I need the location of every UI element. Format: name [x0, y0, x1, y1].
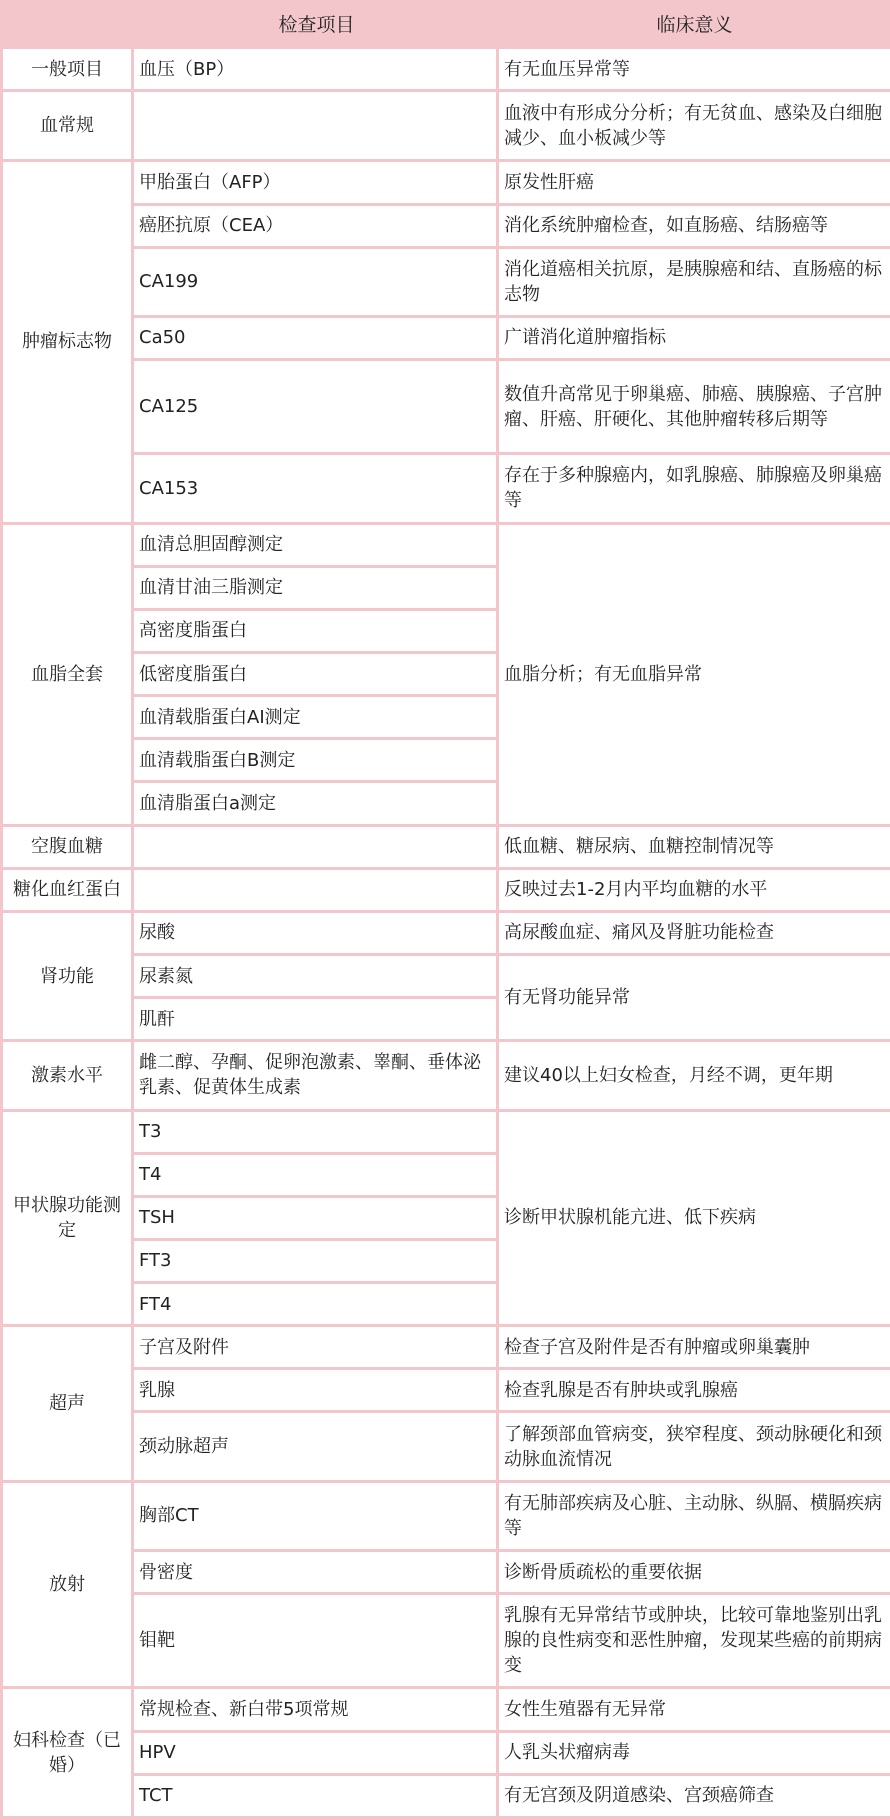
table-row [0, 1689, 890, 1732]
table-row [0, 455, 890, 524]
item-cell: TCT [134, 1776, 499, 1819]
table-row [0, 1327, 890, 1370]
meaning-cell: 原发性肝癌 [499, 162, 890, 205]
item-cell [134, 92, 499, 162]
meaning-cell: 消化系统肿瘤检查，如直肠癌、结肠癌等 [499, 206, 890, 249]
meaning-cell: 有无肺部疾病及心脏、主动脉、纵膈、横膈疾病等 [499, 1483, 890, 1552]
item-cell: CA199 [134, 249, 499, 318]
header-meaning: 临床意义 [499, 0, 890, 49]
item-cell: TSH [134, 1198, 499, 1241]
item-cell: 血清总胆固醇测定 [134, 525, 499, 568]
category-cell: 空腹血糖 [0, 827, 134, 870]
category-cell: 肾功能 [0, 913, 134, 1042]
meaning-cell: 高尿酸血症、痛风及肾脏功能检查 [499, 913, 890, 956]
meaning-cell: 了解颈部血管病变，狭窄程度、颈动脉硬化和颈动脉血流情况 [499, 1413, 890, 1482]
item-cell: 尿素氮 [134, 956, 499, 999]
table-row [0, 318, 890, 361]
meaning-cell: 乳腺有无异常结节或肿块，比较可靠地鉴别出乳腺的良性病变和恶性肿瘤，发现某些癌的前期病变 [499, 1595, 890, 1689]
table-row [0, 525, 890, 568]
table-row [0, 92, 890, 162]
item-cell: HPV [134, 1733, 499, 1776]
item-cell [134, 827, 499, 870]
table-row [0, 870, 890, 913]
table-row [0, 956, 890, 999]
meaning-cell: 有无宫颈及阴道感染、宫颈癌筛查 [499, 1776, 890, 1819]
meaning-cell: 有无肾功能异常 [499, 956, 890, 1042]
item-cell: 癌胚抗原（CEA） [134, 206, 499, 249]
table-row [0, 913, 890, 956]
table-row [0, 1413, 890, 1482]
item-cell: 颈动脉超声 [134, 1413, 499, 1482]
category-cell: 肿瘤标志物 [0, 162, 134, 524]
item-cell: 雌二醇、孕酮、促卵泡激素、睾酮、垂体泌乳素、促黄体生成素 [134, 1042, 499, 1111]
item-cell: 乳腺 [134, 1370, 499, 1413]
meaning-cell: 广谱消化道肿瘤指标 [499, 318, 890, 361]
item-cell: 低密度脂蛋白 [134, 654, 499, 697]
category-cell: 血脂全套 [0, 525, 134, 827]
meaning-cell: 数值升高常见于卵巢癌、肺癌、胰腺癌、子宫肿瘤、肝癌、肝硬化、其他肿瘤转移后期等 [499, 361, 890, 455]
item-cell: T3 [134, 1112, 499, 1155]
meaning-cell: 有无血压异常等 [499, 49, 890, 92]
meaning-cell: 女性生殖器有无异常 [499, 1689, 890, 1732]
item-cell: 血清载脂蛋白AI测定 [134, 697, 499, 740]
table-row [0, 1733, 890, 1776]
category-cell: 一般项目 [0, 49, 134, 92]
meaning-cell: 血液中有形成分分析；有无贫血、感染及白细胞减少、血小板减少等 [499, 92, 890, 162]
item-cell: CA153 [134, 455, 499, 524]
category-cell: 妇科检查（已婚） [0, 1689, 134, 1819]
item-cell: FT4 [134, 1284, 499, 1327]
table-row [0, 206, 890, 249]
item-cell: 血清甘油三脂测定 [134, 568, 499, 611]
meaning-cell: 血脂分析；有无血脂异常 [499, 525, 890, 827]
table-row [0, 162, 890, 205]
header-item: 检查项目 [134, 0, 499, 49]
item-cell: 甲胎蛋白（AFP） [134, 162, 499, 205]
category-cell: 糖化血红蛋白 [0, 870, 134, 913]
item-cell: 常规检查、新白带5项常规 [134, 1689, 499, 1732]
item-cell: 骨密度 [134, 1552, 499, 1595]
item-cell [134, 870, 499, 913]
meaning-cell: 低血糖、糖尿病、血糖控制情况等 [499, 827, 890, 870]
item-cell: CA125 [134, 361, 499, 455]
category-cell: 放射 [0, 1483, 134, 1690]
category-cell: 甲状腺功能测定 [0, 1112, 134, 1328]
meaning-cell: 反映过去1-2月内平均血糖的水平 [499, 870, 890, 913]
table-row [0, 1370, 890, 1413]
meaning-cell: 诊断骨质疏松的重要依据 [499, 1552, 890, 1595]
meaning-cell: 检查子宫及附件是否有肿瘤或卵巢囊肿 [499, 1327, 890, 1370]
item-cell: Ca50 [134, 318, 499, 361]
meaning-cell: 存在于多种腺癌内，如乳腺癌、肺腺癌及卵巢癌等 [499, 455, 890, 524]
category-cell: 激素水平 [0, 1042, 134, 1111]
table-row [0, 361, 890, 455]
item-cell: 尿酸 [134, 913, 499, 956]
meaning-cell: 人乳头状瘤病毒 [499, 1733, 890, 1776]
item-cell: FT3 [134, 1241, 499, 1284]
item-cell: 胸部CT [134, 1483, 499, 1552]
meaning-cell: 建议40以上妇女检查，月经不调，更年期 [499, 1042, 890, 1111]
item-cell: 血清脂蛋白a测定 [134, 783, 499, 826]
table-row [0, 827, 890, 870]
category-cell: 超声 [0, 1327, 134, 1483]
item-cell: 血压（BP） [134, 49, 499, 92]
item-cell: 高密度脂蛋白 [134, 611, 499, 654]
category-cell: 血常规 [0, 92, 134, 162]
item-cell: T4 [134, 1155, 499, 1198]
table-row [0, 1483, 890, 1552]
table-row [0, 1595, 890, 1689]
item-cell: 钼靶 [134, 1595, 499, 1689]
table-row [0, 1552, 890, 1595]
item-cell: 血清载脂蛋白B测定 [134, 740, 499, 783]
header-category [0, 0, 134, 49]
table-row [0, 1776, 890, 1819]
meaning-cell: 消化道癌相关抗原，是胰腺癌和结、直肠癌的标志物 [499, 249, 890, 318]
table-row [0, 1112, 890, 1155]
meaning-cell: 检查乳腺是否有肿块或乳腺癌 [499, 1370, 890, 1413]
header-row [0, 0, 890, 49]
table-row [0, 1042, 890, 1111]
table-row [0, 249, 890, 318]
meaning-cell: 诊断甲状腺机能亢进、低下疾病 [499, 1112, 890, 1328]
item-cell: 子宫及附件 [134, 1327, 499, 1370]
item-cell: 肌酐 [134, 999, 499, 1042]
table-row [0, 49, 890, 92]
